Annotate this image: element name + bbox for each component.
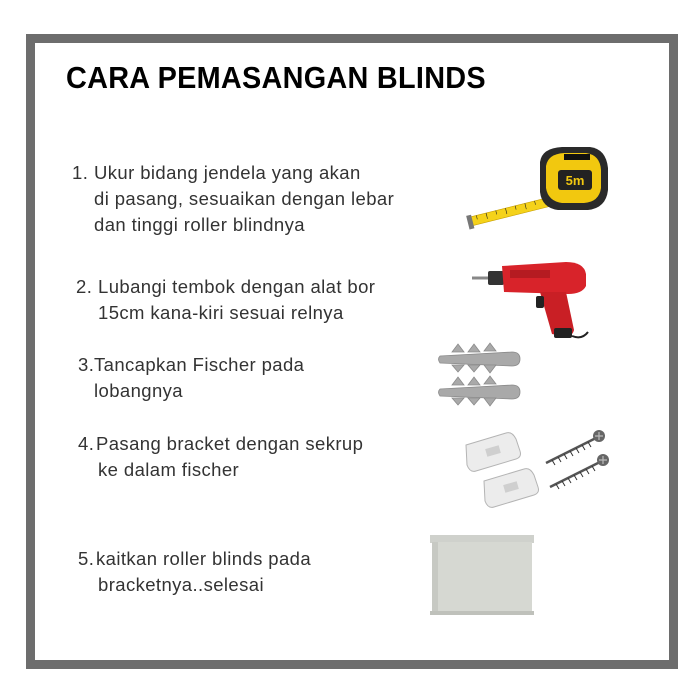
step-text-line: ke dalam fischer — [98, 459, 240, 480]
roller-blind-icon — [430, 533, 540, 618]
step-number: 5. — [78, 548, 95, 569]
step-text-line: Pasang bracket dengan sekrup — [96, 433, 364, 454]
tape-label: 5m — [565, 173, 585, 188]
tape-measure-icon — [462, 140, 612, 235]
step-1 — [72, 160, 394, 238]
step-4 — [78, 431, 363, 483]
step-number: 2. — [76, 276, 93, 297]
step-text-line: di pasang, sesuaikan dengan lebar — [94, 188, 395, 209]
step-text-line: Lubangi tembok dengan alat bor — [98, 276, 376, 297]
drill-icon — [470, 258, 595, 343]
step-text-line: lobangnya — [94, 380, 183, 401]
step-number: 3. — [78, 354, 95, 375]
step-2 — [76, 274, 375, 326]
step-text-line: Ukur bidang jendela yang akan — [94, 162, 361, 183]
page-title: CARA PEMASANGAN BLINDS — [66, 60, 486, 95]
bracket-screw-icon — [460, 425, 615, 517]
step-number: 4. — [78, 433, 95, 454]
step-5 — [78, 546, 311, 598]
step-3 — [78, 352, 304, 404]
step-number: 1. — [72, 162, 89, 183]
step-text-line: kaitkan roller blinds pada — [96, 548, 312, 569]
wall-plug-icon — [434, 342, 524, 412]
step-text-line: 15cm kana-kiri sesuai relnya — [98, 302, 344, 323]
step-text-line: bracketnya..selesai — [98, 574, 264, 595]
step-text-line: Tancapkan Fischer pada — [94, 354, 305, 375]
step-text-line: dan tinggi roller blindnya — [94, 214, 305, 235]
